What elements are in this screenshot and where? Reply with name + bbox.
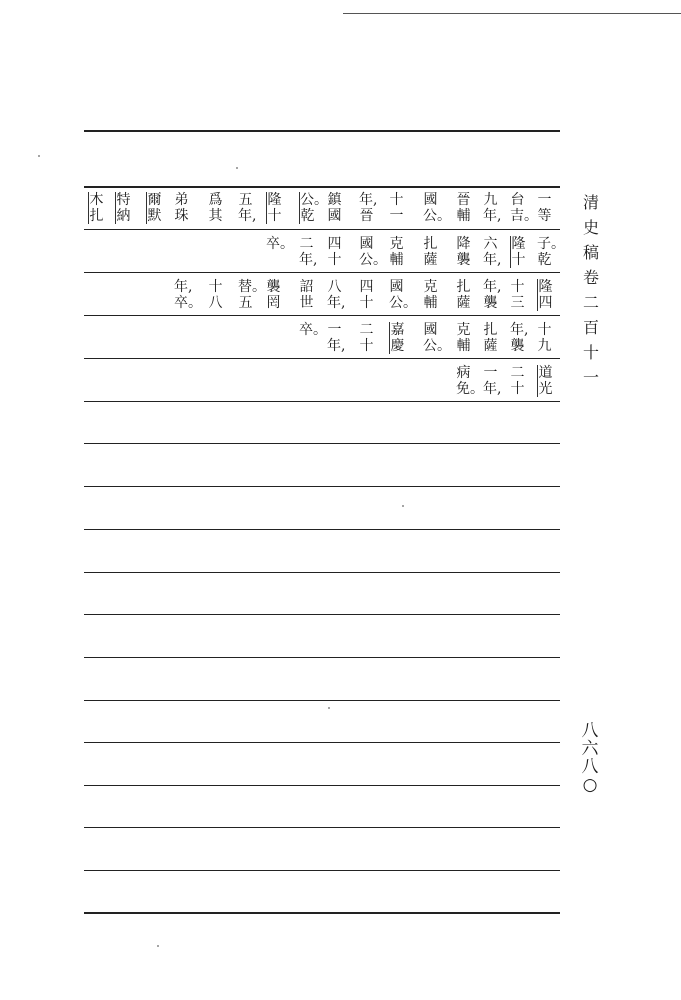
table-rule-top [84,130,560,132]
table-cell: 子。 乾 [537,236,565,268]
table-rule [84,486,560,487]
table-rule [84,700,560,701]
table-rule [84,742,560,743]
table-cell: 二 年, [299,236,318,268]
table-cell: 九 年, [483,192,502,224]
table-cell: 一 等 [537,192,552,224]
table-cell: 二 十 [510,365,525,397]
table-cell: 卒。 [299,322,327,338]
table-cell: 十 一 [389,192,404,224]
table-cell: 爲 其 [208,192,223,224]
table-cell: 特 納 [116,192,131,224]
scan-speck [328,707,330,709]
table-cell: 國 公。 [359,236,387,268]
table-cell: 弟 珠 [174,192,189,224]
table-cell: 年, 卒。 [174,279,202,311]
scan-speck [236,167,238,169]
table-rule-header [84,186,560,188]
table-cell: 四 十 [359,279,374,311]
table-rule [84,443,560,444]
table-cell: 扎 薩 [423,236,438,268]
table-cell: 木 扎 [89,192,104,224]
table-cell: 克 輔 [423,279,438,311]
table-cell: 隆 十 [511,236,526,268]
scan-speck [402,505,404,507]
table-cell: 國 公。 [423,192,451,224]
table-cell: 詔 世 [299,279,314,311]
table-cell: 隆 十 [267,192,282,224]
table-cell: 八 年, [327,279,346,311]
table-cell: 道 光 [538,365,553,397]
table-cell: 一 年, [483,365,502,397]
table-cell: 扎 薩 [483,322,498,354]
table-rule [84,315,560,316]
table-cell: 公。 乾 [300,192,328,224]
table-cell: 國 公。 [389,279,417,311]
table-rule [84,614,560,615]
table-rule [84,272,560,273]
table-rule [84,870,560,871]
table-rule [84,785,560,786]
table-rule-bottom [84,912,560,914]
table-cell: 一 年, [327,322,346,354]
table-cell: 台 吉。 [510,192,538,224]
table-cell: 降 襲 [456,236,471,268]
page-number: 八 六 八 ○ [581,721,599,795]
table-rule [84,358,560,359]
table-rule [84,401,560,402]
table-cell: 十 九 [537,322,552,354]
table-cell: 年, 襲 [510,322,529,354]
scan-speck [38,155,40,157]
table-cell: 四 十 [327,236,342,268]
table-rule [84,229,560,230]
table-cell: 爾 默 [147,192,162,224]
table-cell: 十 三 [510,279,525,311]
table-cell: 病 免。 [456,365,484,397]
table-cell: 五 年, [238,192,257,224]
table-cell: 晉 輔 [456,192,471,224]
table-cell: 克 輔 [389,236,404,268]
table-cell: 克 輔 [456,322,471,354]
table-rule [84,529,560,530]
table-rule [84,827,560,828]
table-cell: 鎮 國 [327,192,342,224]
scan-speck [157,945,159,947]
top-edge-line [343,13,681,14]
running-head: 清 史 稿 卷 二 百 十 一 [582,193,599,387]
table-cell: 襲 罔 [266,279,281,311]
table-cell: 二 十 [359,322,374,354]
table-cell: 十 八 [208,279,223,311]
table-rule [84,572,560,573]
table-cell: 年, 晉 [359,192,378,224]
table-cell: 隆 四 [538,279,553,311]
table-cell: 扎 薩 [456,279,471,311]
table-cell: 嘉 慶 [390,322,405,354]
table-rule [84,657,560,658]
table-cell: 卒。 [266,236,294,252]
table-cell: 替。 五 [238,279,266,311]
table-cell: 國 公。 [423,322,451,354]
table-cell: 年, 襲 [483,279,502,311]
table-cell: 六 年, [483,236,502,268]
